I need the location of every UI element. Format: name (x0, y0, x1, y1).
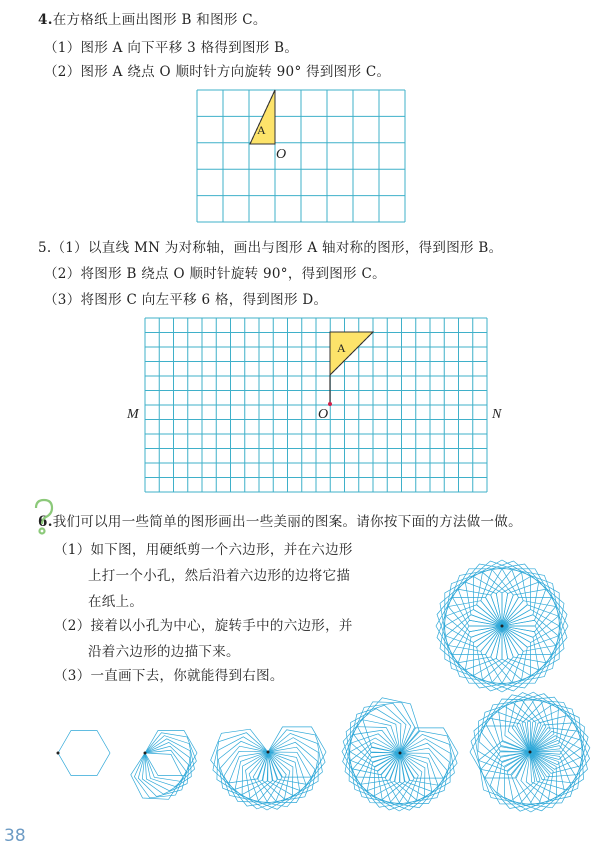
q5-item-2: （2）将图形 B 绕点 O 顺时针旋转 90°，得到图形 C。 (44, 266, 386, 282)
q5-number: 5. (38, 240, 52, 256)
q6-item-2: （2）接着以小孔为中心，旋转手中的六边形，并 (54, 618, 353, 634)
q4-grid (197, 90, 405, 222)
q4-label-a: A (257, 123, 266, 137)
q4-number: 4. (38, 12, 53, 28)
q4-label-o: O (276, 147, 287, 162)
q5-label-n: N (492, 407, 502, 422)
q6-title-text: 我们可以用一些简单的图形画出一些美丽的图案。请你按下面的方法做一做。 (52, 514, 522, 530)
q6-item-1b: 上打一个小孔，然后沿着六边形的边将它描 (88, 568, 351, 584)
q4-item-1: （1）图形 A 向下平移 3 格得到图形 B。 (44, 40, 299, 56)
question-mark-icon (36, 500, 52, 534)
q4-title-text: 在方格纸上画出图形 B 和图形 C。 (52, 12, 267, 28)
q5-point-o-dot (328, 402, 332, 406)
q5-grid (145, 318, 487, 492)
q5-item-3: （3）将图形 C 向左平移 6 格，得到图形 D。 (44, 292, 328, 308)
q5-item-1-text: （1）以直线 MN 为对称轴，画出与图形 A 轴对称的图形，得到图形 B。 (51, 240, 503, 256)
q6-number: 6. (38, 514, 53, 530)
page-number: 38 (4, 826, 26, 846)
q6-item-1: （1）如下图，用硬纸剪一个六边形，并在六边形 (54, 542, 353, 558)
q5-label-a: A (337, 341, 346, 355)
q5-label-m: M (127, 407, 139, 422)
q6-item-3: （3）一直画下去，你就能得到右图。 (54, 668, 284, 684)
q4-item-2: （2）图形 A 绕点 O 顺时针方向旋转 90° 得到图形 C。 (44, 64, 391, 80)
q6-item-1c: 在纸上。 (88, 594, 144, 610)
q5-label-o: O (318, 407, 329, 422)
q6-item-2b: 沿着六边形的边描下来。 (88, 644, 240, 660)
q6-hexagon-patterns (57, 560, 590, 812)
